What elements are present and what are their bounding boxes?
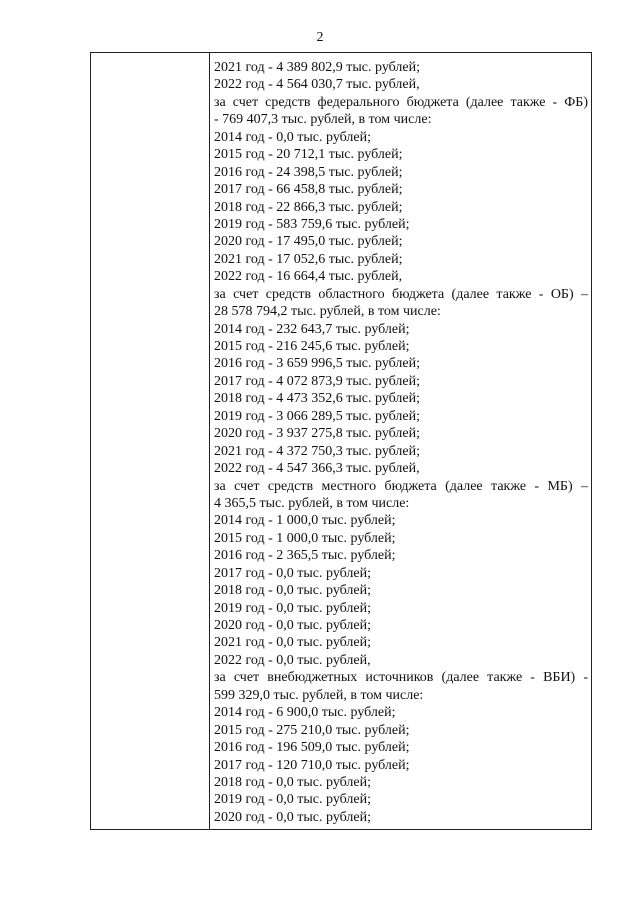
funding-line: 599 329,0 тыс. рублей, в том числе:	[214, 687, 424, 703]
funding-line: 2016 год - 24 398,5 тыс. рублей;	[214, 164, 403, 180]
funding-line: 2015 год - 1 000,0 тыс. рублей;	[214, 530, 396, 546]
funding-line: 2017 год - 66 458,8 тыс. рублей;	[214, 182, 403, 198]
funding-line: 2019 год - 583 759,6 тыс. рублей;	[214, 216, 410, 232]
funding-line: - 769 407,3 тыс. рублей, в том числе:	[214, 112, 432, 128]
funding-line: 2020 год - 17 495,0 тыс. рублей;	[214, 234, 403, 250]
funding-line: 2020 год - 0,0 тыс. рублей;	[214, 618, 372, 633]
funding-line: 2022 год - 4 547 366,3 тыс. рублей,	[214, 461, 420, 477]
funding-line: за счет средств местного бюджета (далее также - МБ) –	[214, 478, 588, 494]
funding-line: за счет внебюджетных источников (далее также - ВБИ) -	[214, 670, 588, 686]
funding-line: 2014 год - 232 643,7 тыс. рублей;	[214, 321, 410, 337]
funding-line: 2016 год - 196 509,0 тыс. рублей;	[214, 740, 410, 756]
funding-line: 4 365,5 тыс. рублей, в том числе:	[214, 495, 410, 511]
funding-line: 2018 год - 22 866,3 тыс. рублей;	[214, 199, 403, 215]
table-left-cell	[91, 53, 209, 829]
funding-line: 2014 год - 6 900,0 тыс. рублей;	[214, 705, 396, 721]
table-column-divider	[209, 53, 210, 829]
funding-line: 2020 год - 0,0 тыс. рублей;	[214, 809, 372, 825]
funding-line: 2015 год - 275 210,0 тыс. рублей;	[214, 722, 410, 738]
funding-line: 2021 год - 0,0 тыс. рублей;	[214, 635, 372, 651]
table-right-cell	[214, 59, 588, 826]
funding-line: 2022 год - 0,0 тыс. рублей,	[214, 652, 371, 668]
funding-line: 2017 год - 4 072 873,9 тыс. рублей;	[214, 373, 421, 389]
funding-line: 2015 год - 216 245,6 тыс. рублей;	[214, 339, 410, 354]
funding-line: 2017 год - 120 710,0 тыс. рублей;	[214, 757, 410, 773]
funding-line: 2018 год - 0,0 тыс. рублей;	[214, 583, 372, 599]
page-number: 2	[316, 30, 324, 45]
funding-line: 2016 год - 2 365,5 тыс. рублей;	[214, 548, 396, 564]
funding-line: за счет средств федерального бюджета (далее также - ФБ)	[214, 94, 588, 110]
funding-line: 2016 год - 3 659 996,5 тыс. рублей;	[214, 356, 421, 372]
funding-line: 2020 год - 3 937 275,8 тыс. рублей;	[214, 426, 421, 442]
funding-line: 2021 год - 4 389 802,9 тыс. рублей;	[214, 60, 421, 75]
funding-line: 2014 год - 0,0 тыс. рублей;	[214, 129, 372, 145]
funding-line: 2021 год - 17 052,6 тыс. рублей;	[214, 251, 403, 267]
funding-line: 2018 год - 4 473 352,6 тыс. рублей;	[214, 391, 421, 407]
funding-line: 2022 год - 16 664,4 тыс. рублей,	[214, 269, 403, 285]
funding-line: 2017 год - 0,0 тыс. рублей;	[214, 565, 372, 581]
funding-line: за счет средств областного бюджета (далее также - ОБ) –	[214, 286, 588, 302]
funding-line: 2014 год - 1 000,0 тыс. рублей;	[214, 513, 396, 529]
funding-line: 2019 год - 0,0 тыс. рублей;	[214, 792, 372, 808]
funding-line: 2019 год - 0,0 тыс. рублей;	[214, 600, 372, 616]
funding-line: 2019 год - 3 066 289,5 тыс. рублей;	[214, 408, 421, 424]
funding-line: 2021 год - 4 372 750,3 тыс. рублей;	[214, 443, 421, 459]
funding-line: 2015 год - 20 712,1 тыс. рублей;	[214, 147, 403, 163]
funding-table	[90, 52, 592, 830]
funding-line: 28 578 794,2 тыс. рублей, в том числе:	[214, 304, 441, 320]
funding-line: 2018 год - 0,0 тыс. рублей;	[214, 774, 372, 790]
funding-line: 2022 год - 4 564 030,7 тыс. рублей,	[214, 77, 420, 93]
